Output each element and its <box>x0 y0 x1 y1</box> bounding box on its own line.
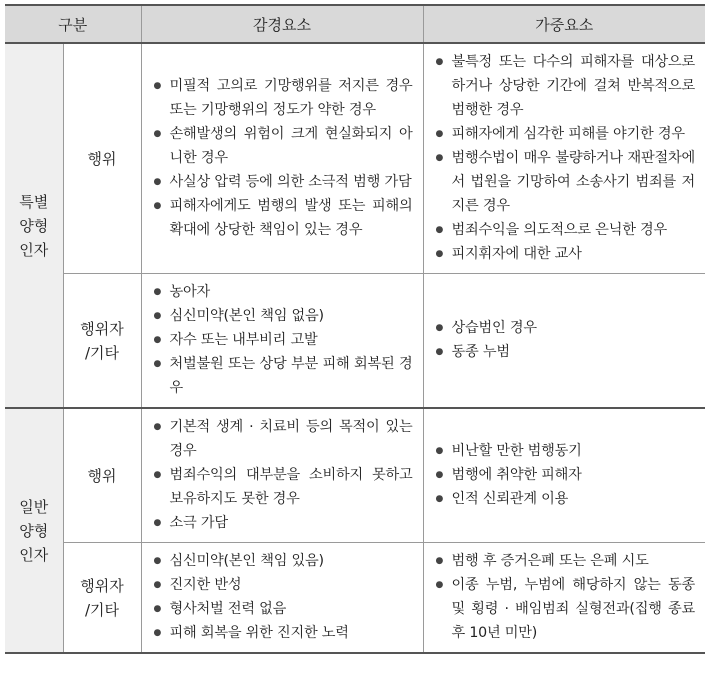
header-category: 구분 <box>5 5 141 43</box>
group-label-cell <box>5 408 63 653</box>
aggravating-item: ● 비난할 만한 범행동기 <box>436 439 696 463</box>
factor-row <box>5 543 705 654</box>
subcategory-cell <box>63 408 141 543</box>
aggravating-item: ● 범행수법이 매우 불량하거나 재판절차에서 법원을 기망하여 소송사기 범죄를 저지른 경우 <box>436 146 696 218</box>
factor-row <box>5 408 705 543</box>
aggravating-item: ● 범행 후 증거은폐 또는 은폐 시도 <box>436 549 696 573</box>
label-line: 인자 <box>19 240 49 259</box>
aggravating-item: ● 피해자에게 심각한 피해를 야기한 경우 <box>436 122 696 146</box>
mitigating-cell <box>141 43 423 274</box>
aggravating-cell <box>423 43 705 274</box>
mitigating-list <box>142 274 423 407</box>
sentencing-factors-table <box>5 4 705 654</box>
mitigating-item: ● 기본적 생계 · 치료비 등의 목적이 있는 경우 <box>154 415 413 463</box>
subcategory-cell <box>63 274 141 409</box>
label-line: 양형 <box>19 216 49 235</box>
mitigating-item: ● 피해자에게도 범행의 발생 또는 피해의 확대에 상당한 책임이 있는 경우 <box>154 194 413 242</box>
mitigating-item: ● 피해 회복을 위한 진지한 노력 <box>154 621 413 645</box>
header-aggravating: 가중요소 <box>423 5 705 43</box>
subcategory-cell <box>63 543 141 654</box>
aggravating-list <box>424 433 706 518</box>
label-line: 인자 <box>19 545 49 564</box>
mitigating-item: ● 처벌불원 또는 상당 부분 피해 회복된 경우 <box>154 352 413 400</box>
mitigating-cell <box>141 274 423 409</box>
aggravating-list <box>424 310 706 371</box>
mitigating-item: ● 범죄수익의 대부분을 소비하지 못하고 보유하지도 못한 경우 <box>154 463 413 511</box>
mitigating-cell <box>141 543 423 654</box>
mitigating-item: ● 미필적 고의로 기망행위를 저지른 경우 또는 기망행위의 정도가 약한 경우 <box>154 74 413 122</box>
aggravating-item: ● 범행에 취약한 피해자 <box>436 463 696 487</box>
mitigating-list <box>142 68 423 249</box>
aggravating-item: ● 동종 누범 <box>436 340 696 364</box>
mitigating-item: ● 심신미약(본인 책임 있음) <box>154 549 413 573</box>
aggravating-cell <box>423 408 705 543</box>
label-line: 특별 <box>19 192 49 211</box>
mitigating-item: ● 진지한 반성 <box>154 573 413 597</box>
mitigating-item: ● 심신미약(본인 책임 없음) <box>154 304 413 328</box>
aggravating-item: ● 인적 신뢰관계 이용 <box>436 487 696 511</box>
mitigating-item: ● 사실상 압력 등에 의한 소극적 범행 가담 <box>154 170 413 194</box>
subcategory-cell <box>63 43 141 274</box>
mitigating-item: ● 자수 또는 내부비리 고발 <box>154 328 413 352</box>
header-row <box>5 5 705 43</box>
mitigating-cell <box>141 408 423 543</box>
mitigating-list <box>142 409 423 542</box>
mitigating-list <box>142 543 423 652</box>
mitigating-item: ● 소극 가담 <box>154 511 413 535</box>
factor-row <box>5 43 705 274</box>
aggravating-list <box>424 44 706 273</box>
aggravating-item: ● 범죄수익을 의도적으로 은닉한 경우 <box>436 218 696 242</box>
label-line: 행위 <box>87 466 117 485</box>
label-line: /기타 <box>84 343 120 362</box>
aggravating-item: ● 상습범인 경우 <box>436 316 696 340</box>
header-mitigating: 감경요소 <box>141 5 423 43</box>
group-label-cell <box>5 43 63 408</box>
label-line: /기타 <box>84 600 120 619</box>
label-line: 행위자 <box>80 319 124 338</box>
mitigating-item: ● 농아자 <box>154 280 413 304</box>
label-line: 행위 <box>87 149 117 168</box>
label-line: 행위자 <box>80 576 124 595</box>
aggravating-item: ● 이종 누범, 누범에 해당하지 않는 동종 및 횡령 · 배임범죄 실형전과(집행 종료 후 10년 미만) <box>436 573 696 645</box>
mitigating-item: ● 형사처벌 전력 없음 <box>154 597 413 621</box>
aggravating-cell <box>423 543 705 654</box>
aggravating-item: ● 피지휘자에 대한 교사 <box>436 242 696 266</box>
factor-row <box>5 274 705 409</box>
label-line: 일반 <box>19 497 49 516</box>
aggravating-list <box>424 543 706 652</box>
mitigating-item: ● 손해발생의 위험이 크게 현실화되지 아니한 경우 <box>154 122 413 170</box>
aggravating-cell <box>423 274 705 409</box>
label-line: 양형 <box>19 521 49 540</box>
aggravating-item: ● 불특정 또는 다수의 피해자를 대상으로 하거나 상당한 기간에 걸쳐 반복적으로 범행한 경우 <box>436 50 696 122</box>
